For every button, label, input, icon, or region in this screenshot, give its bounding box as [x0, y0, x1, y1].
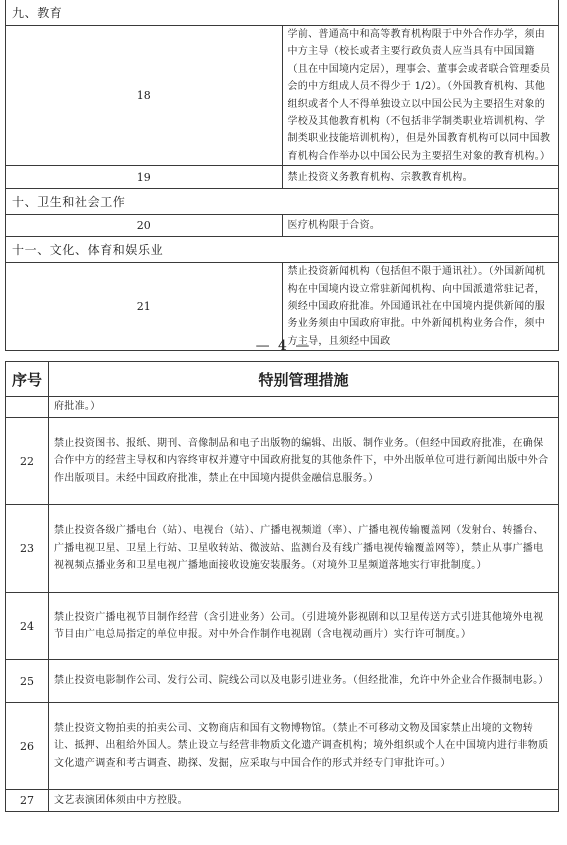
table-row [6, 215, 559, 237]
table-row [6, 593, 559, 660]
row-measure-text: 府批准。） [49, 397, 559, 418]
row-number: 18 [6, 26, 283, 166]
row-measure-text: 学前、普通高中和高等教育机构限于中外合作办学，须由中方主导（校长或者主要行政负责人应当具有中国国籍（且在中国境内定居），理事会、董事会或者联合管理委员会的中方组成人员不得少于 1/2）。（外国教育机构、其他组织或者个人不得单独设立以中国公民为主要招生对象的学校及其他教育机构（不包括非学制类职业培训机构、学制类职业技能培训机构），但是外国教育机构可以同中国教育机构合作举办以中国公民为主要招生对象的教育机构。） [282, 26, 559, 166]
table-row [6, 26, 559, 166]
section-title-health: 十、卫生和社会工作 [6, 189, 559, 215]
row-measure-text: 禁止投资文物拍卖的拍卖公司、文物商店和国有文物博物馆。（禁止不可移动文物及国家禁止出境的文物转让、抵押、出租给外国人。禁止设立与经营非物质文化遗产调查机构；境外组织或个人在中国境内进行非物质文化遗产调查和考古调查、勘探、发掘，应采取与中国合作的形式并经专门审批许可。） [49, 703, 559, 790]
row-number-empty [6, 397, 49, 418]
row-number: 20 [6, 215, 283, 237]
row-measure-text: 禁止投资电影制作公司、发行公司、院线公司以及电影引进业务。（但经批准，允许中外企业合作摄制电影。） [49, 660, 559, 703]
row-number: 26 [6, 703, 49, 790]
row-number: 25 [6, 660, 49, 703]
row-measure-text: 禁止投资义务教育机构、宗教教育机构。 [282, 166, 559, 189]
section-title-culture: 十一、文化、体育和娱乐业 [6, 237, 559, 263]
row-number: 23 [6, 505, 49, 593]
table-header-row [6, 362, 559, 397]
row-measure-text: 医疗机构限于合资。 [282, 215, 559, 237]
table-row-continuation [6, 397, 559, 418]
table-row [6, 505, 559, 593]
section-row-health [6, 189, 559, 215]
header-number: 序号 [6, 362, 49, 397]
row-measure-text: 禁止投资广播电视节目制作经营（含引进业务）公司。（引进境外影视剧和以卫星传送方式引进其他境外电视节目由广电总局指定的单位申报。对中外合作制作电视剧（含电视动画片）实行许可制度。） [49, 593, 559, 660]
measures-table-page5 [5, 361, 559, 812]
table-row [6, 166, 559, 189]
table-row [6, 418, 559, 505]
row-number: 27 [6, 790, 49, 812]
row-measure-text: 禁止投资各级广播电台（站）、电视台（站）、广播电视频道（率）、广播电视传输覆盖网（发射台、转播台、广播电视卫星、卫星上行站、卫星收转站、微波站、监测台及有线广播电视传输覆盖网等），禁止从事广播电视视频点播业务和卫星电视广播地面接收设施安装服务。（对境外卫星频道落地实行审批制度。） [49, 505, 559, 593]
section-title-education: 九、教育 [6, 0, 559, 26]
row-measure-text: 禁止投资图书、报纸、期刊、音像制品和电子出版物的编辑、出版、制作业务。（但经中国政府批准，在确保合作中方的经营主导权和内容终审权并遵守中国政府批复的其他条件下，中外出版单位可进行新闻出版中外合作出版项目。未经中国政府批准，禁止在中国境内提供金融信息服务。） [49, 418, 559, 505]
table-row [6, 660, 559, 703]
page-4-fragment [0, 0, 567, 347]
page-number: — 4 — [255, 338, 312, 354]
row-number: 19 [6, 166, 283, 189]
header-measures: 特别管理措施 [49, 362, 559, 397]
section-row-education [6, 0, 559, 26]
row-number: 22 [6, 418, 49, 505]
row-number: 24 [6, 593, 49, 660]
measures-table-page4 [5, 0, 559, 351]
table-row [6, 790, 559, 812]
row-measure-text: 文艺表演团体须由中方控股。 [49, 790, 559, 812]
row-number: 21 [6, 263, 283, 351]
section-row-culture [6, 237, 559, 263]
table-row [6, 703, 559, 790]
row-measure-text: 禁止投资新闻机构（包括但不限于通讯社）。（外国新闻机构在中国境内设立常驻新闻机构、向中国派遣常驻记者，须经中国政府批准。外国通讯社在中国境内提供新闻的服务业务须由中国政府审批。中外新闻机构业务合作，须中方主导，且须经中国政 [282, 263, 559, 351]
